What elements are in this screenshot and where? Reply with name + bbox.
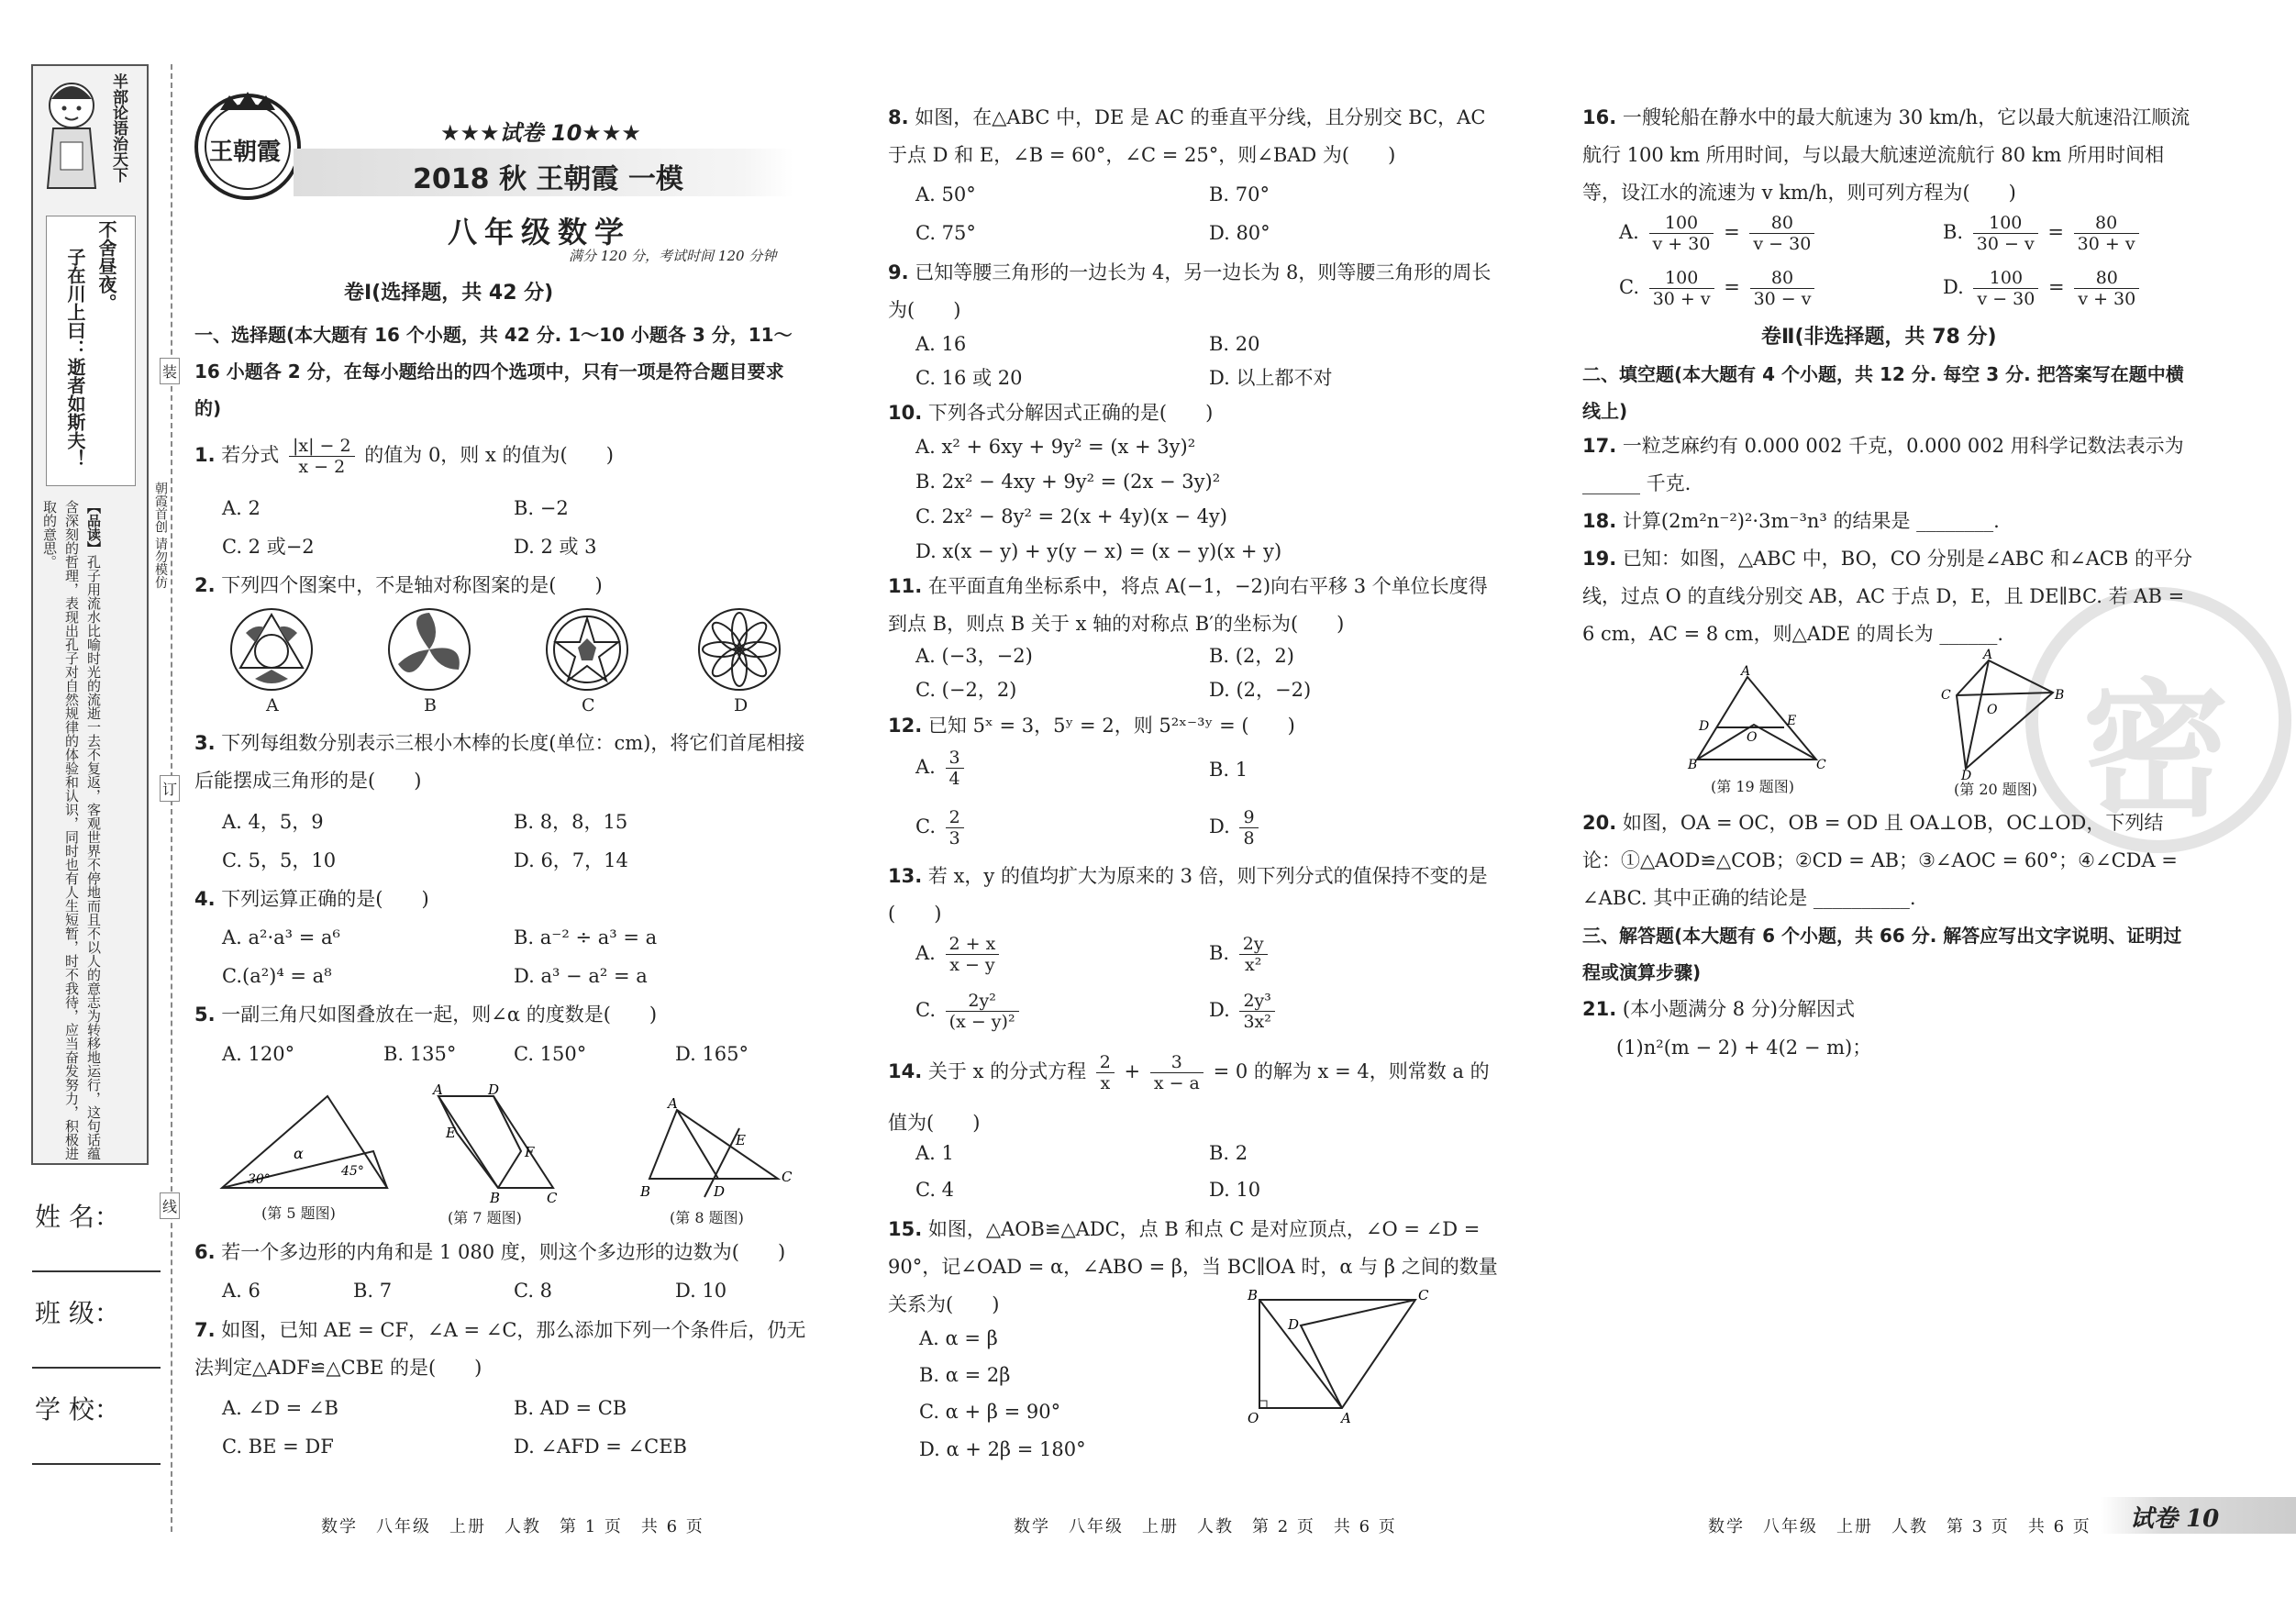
q12-option-a[interactable]: A. $\frac{3}{4}$ xyxy=(915,748,968,789)
q2-text: 下列四个图案中，不是轴对称图案的是( ) xyxy=(221,574,603,596)
section-2-title: 卷Ⅱ(非选择题，共 78 分) xyxy=(1761,326,1997,349)
q16-c-label: C. xyxy=(1619,276,1639,298)
q2-pattern-c-icon[interactable] xyxy=(543,605,631,693)
q14-post: = 0 的解为 x = 4，则常数 a 的值为( ) xyxy=(888,1060,1490,1134)
q18-text[interactable]: 计算(2m²n⁻²)²·3m⁻³n³ 的结果是 ________. xyxy=(1622,510,2000,532)
q16-d-n1: 100 xyxy=(1973,268,2038,289)
q14-stem: 14. 关于 x 的分式方程 $\frac{2}{x}$ + $\frac{3}{x - a}$ = 0 的解为 x = 4，则常数 a 的值为( ) xyxy=(888,1052,1490,1134)
q8-option-a[interactable]: A. 50° xyxy=(915,183,976,205)
q12-d-den: 8 xyxy=(1243,828,1255,848)
q12-a-den: 4 xyxy=(948,769,960,789)
sidebar-quote-2: 子在川上曰：逝者如斯夫！ xyxy=(64,248,86,468)
svg-text:D: D xyxy=(1288,1316,1300,1333)
q6-option-a[interactable]: A. 6 xyxy=(222,1280,261,1302)
boy-illustration-icon xyxy=(35,73,108,202)
figure-7-parallelogram xyxy=(429,1081,567,1206)
q9-option-d[interactable]: D. 以上都不对 xyxy=(1209,367,1333,389)
q11-text: 在平面直角坐标系中，将点 A(−1，−2)向右平移 3 个单位长度得到点 B，则点 B 关于 x 轴的对称点 B′的坐标为( ) xyxy=(888,575,1488,635)
svg-text:O: O xyxy=(1248,1410,1259,1426)
q10-option-b[interactable]: B. 2x² − 4xy + 9y² = (2x − 3y)² xyxy=(915,471,1221,493)
q14-f2-num: 3 xyxy=(1150,1052,1203,1073)
q9-option-c[interactable]: C. 16 或 20 xyxy=(915,367,1023,389)
section-1-title: 卷Ⅰ(选择题，共 42 分) xyxy=(344,282,554,305)
part-1-instructions: 一、选择题(本大题有 16 个小题，共 42 分. 1～10 小题各 3 分，11～16 小题各 2 分，在每小题给出的四个选项中，只有一项是符合题目要求的) xyxy=(194,324,793,419)
q14-f2-den: x − a xyxy=(1153,1073,1200,1093)
q16-stem xyxy=(1582,99,2197,212)
q16-a-n1: 100 xyxy=(1649,213,1714,234)
q5-option-a[interactable]: A. 120° xyxy=(222,1043,295,1065)
q8-stem xyxy=(888,99,1503,174)
svg-text:B: B xyxy=(2055,688,2065,703)
q10-number: 10. xyxy=(888,402,923,424)
q9-text: 已知等腰三角形的一边长为 4，另一边长为 8，则等腰三角形的周长为( ) xyxy=(888,261,1492,321)
figure-20-caption: (第 20 题图) xyxy=(1954,781,2038,798)
q9-number: 9. xyxy=(888,261,909,283)
q4-stem xyxy=(194,881,429,918)
q20-number: 20. xyxy=(1582,812,1617,834)
q8-option-b[interactable]: B. 70° xyxy=(1209,183,1270,205)
figure-7-caption: (第 7 题图) xyxy=(448,1209,522,1226)
class-line[interactable] xyxy=(32,1367,161,1369)
q13-a-num: 2 + x xyxy=(946,934,1000,955)
q14-option-b[interactable]: B. 2 xyxy=(1209,1142,1248,1164)
q16-a-label: A. xyxy=(1619,221,1639,243)
q1-fraction xyxy=(289,436,355,477)
figure-5-triangles xyxy=(213,1087,396,1197)
q5-number: 5. xyxy=(194,1004,216,1026)
q6-option-c[interactable]: C. 8 xyxy=(514,1280,553,1302)
svg-text:A: A xyxy=(1341,1410,1351,1426)
q5-text: 一副三角尺如图叠放在一起，则∠α 的度数是( ) xyxy=(221,1004,658,1026)
q2-stem xyxy=(194,567,603,604)
q20-stem xyxy=(1582,804,2197,917)
q1-frac-den: x − 2 xyxy=(298,457,346,477)
q16-a-d1: v + 30 xyxy=(1652,234,1711,254)
q19-text[interactable]: 已知：如图，△ABC 中，BO，CO 分别是∠ABC 和∠ACB 的平分线，过点 O 的直线分别交 AB，AC 于点 D，E，且 DE∥BC. 若 AB = 6 cm，AC = 8 cm，则△ADE 的周长为 ______. xyxy=(1582,548,2193,645)
q7-option-d[interactable]: D. ∠AFD = ∠CEB xyxy=(514,1436,687,1458)
q1-number: 1. xyxy=(194,444,216,466)
svg-text:E: E xyxy=(736,1132,746,1148)
q16-b-d2: 30 + v xyxy=(2077,234,2135,254)
name-label: 姓 名： xyxy=(35,1202,120,1232)
svg-text:O: O xyxy=(1747,730,1758,745)
q16-c-n1: 100 xyxy=(1649,268,1714,289)
svg-text:A: A xyxy=(1741,664,1751,679)
q16-text: 一艘轮船在静水中的最大航速为 30 km/h，它以最大航速沿江顺流航行 100 km 所用时间，与以最大航速逆流航行 80 km 所用时间相等，设江水的流速为 v km/h，则可列方程为( ) xyxy=(1582,106,2191,204)
q13-b-num: 2y xyxy=(1239,934,1268,955)
paper-tab-label: 试卷 10 xyxy=(2130,1505,2220,1533)
q7-option-a[interactable]: A. ∠D = ∠B xyxy=(222,1397,338,1419)
svg-text:F: F xyxy=(525,1144,535,1160)
q14-option-d[interactable]: D. 10 xyxy=(1209,1179,1261,1201)
svg-text:E: E xyxy=(446,1125,456,1141)
part-3-instructions: 三、解答题(本大题有 6 个小题，共 66 分. 解答应写出文字说明、证明过程或演算步骤) xyxy=(1582,925,2182,983)
q16-d-label: D. xyxy=(1943,276,1964,298)
q7-option-b[interactable]: B. AD = CB xyxy=(514,1397,627,1419)
q5-option-d[interactable]: D. 165° xyxy=(675,1043,749,1065)
q16-d-n2: 80 xyxy=(2074,268,2139,289)
figure-8-triangle xyxy=(640,1095,796,1202)
svg-text:C: C xyxy=(1816,758,1826,772)
q10-text: 下列各式分解因式正确的是( ) xyxy=(927,402,1214,424)
q9-option-a[interactable]: A. 16 xyxy=(915,333,967,355)
q16-b-n1: 100 xyxy=(1973,213,2038,234)
svg-text:B: B xyxy=(1248,1287,1259,1303)
q10-stem xyxy=(888,394,1213,432)
q3-stem xyxy=(194,725,809,800)
q4-option-c[interactable]: C.(a²)⁴ = a⁸ xyxy=(222,965,332,987)
svg-text:D: D xyxy=(1699,719,1710,734)
q3-text: 下列每组数分别表示三根小木棒的长度(单位：cm)，将它们首尾相接后能摆成三角形的是( ) xyxy=(194,732,805,792)
q14-f1-num: 2 xyxy=(1096,1052,1115,1073)
subject-title: 八年级数学 xyxy=(448,215,632,250)
q17-stem xyxy=(1582,427,2197,503)
svg-text:E: E xyxy=(1787,714,1797,728)
q15-option-b[interactable]: B. α = 2β xyxy=(919,1364,1011,1386)
q13-option-c[interactable]: C. $\frac{\text{2y²}}{\text{(x − y)²}}$ xyxy=(915,991,1023,1032)
school-label: 学 校： xyxy=(35,1394,120,1425)
q13-option-d[interactable]: D. $\frac{\text{2y³}}{\text{3x²}}$ xyxy=(1209,991,1279,1032)
figure-8-caption: (第 8 题图) xyxy=(670,1209,744,1226)
q1-option-d[interactable]: D. 2 或 3 xyxy=(514,536,597,558)
q15-option-d[interactable]: D. α + 2β = 180° xyxy=(919,1438,1086,1460)
page-3-footer: 数学 八年级 上册 人教 第 3 页 共 6 页 xyxy=(1708,1517,2091,1536)
svg-text:C: C xyxy=(1418,1287,1429,1303)
q2-pattern-b-icon[interactable] xyxy=(385,605,473,693)
q4-option-d[interactable]: D. a³ − a² = a xyxy=(514,965,648,987)
q11-stem xyxy=(888,568,1503,643)
q16-option-c[interactable]: C. $\frac{100}{30 + v}$ = $\frac{80}{30 - v}$ xyxy=(1619,268,1818,309)
svg-text:D: D xyxy=(1961,769,1972,783)
svg-text:C: C xyxy=(1941,688,1951,703)
q13-b-den: x² xyxy=(1245,955,1262,975)
q13-d-num: 2y³ xyxy=(1239,991,1274,1012)
q16-d-d2: v + 30 xyxy=(2078,289,2136,309)
q13-d-den: 3x² xyxy=(1243,1012,1271,1032)
q12-d-num: 9 xyxy=(1239,807,1258,828)
q21-text: (本小题满分 8 分)分解因式 xyxy=(1622,998,1855,1020)
q6-stem xyxy=(194,1234,785,1271)
svg-text:A: A xyxy=(1983,648,1993,662)
q12-option-c[interactable]: C. $\frac{2}{3}$ xyxy=(915,807,968,848)
q4-number: 4. xyxy=(194,888,216,910)
figure-20-quadrilateral xyxy=(1934,648,2065,783)
sidebar xyxy=(0,0,174,1597)
q7-text: 如图，已知 AE = CF，∠A = ∠C，那么添加下列一个条件后，仍无法判定△ADF≌△CBE 的是( ) xyxy=(194,1319,806,1379)
q14-option-a[interactable]: A. 1 xyxy=(915,1142,954,1164)
q13-text: 若 x，y 的值均扩大为原来的 3 倍，则下列分式的值保持不变的是( ) xyxy=(888,865,1488,925)
figure-5-caption: (第 5 题图) xyxy=(261,1204,336,1222)
exam-meta: 满分 120 分，考试时间 120 分钟 xyxy=(569,248,777,264)
q12-option-b[interactable]: B. 1 xyxy=(1209,759,1248,781)
q16-a-d2: v − 30 xyxy=(1753,234,1812,254)
q2-number: 2. xyxy=(194,574,216,596)
q16-b-label: B. xyxy=(1943,221,1964,243)
q13-option-a[interactable]: A. $\frac{2 + x}{x - y}$ xyxy=(915,934,1003,975)
sidebar-badge: 半部论语治天下 xyxy=(109,73,128,183)
q7-number: 7. xyxy=(194,1319,216,1341)
q21-sub1: (1)n²(m − 2) + 4(2 − m)； xyxy=(1616,1037,1872,1059)
svg-text:B: B xyxy=(490,1190,501,1206)
q3-option-b[interactable]: B. 8，8，15 xyxy=(514,811,628,833)
q16-option-b[interactable]: B. $\frac{100}{30 - v}$ = $\frac{80}{30 + v}$ xyxy=(1943,213,2143,254)
q12-c-den: 3 xyxy=(948,828,960,848)
q12-c-num: 2 xyxy=(946,807,964,828)
q12-text: 已知 5ˣ = 3，5ʸ = 2，则 5²ˣ⁻³ʸ = ( ) xyxy=(927,715,1295,737)
svg-text:α: α xyxy=(294,1145,304,1162)
q14-option-c[interactable]: C. 4 xyxy=(915,1179,955,1201)
part-2-instructions: 二、填空题(本大题有 4 个小题，共 12 分. 每空 3 分. 把答案写在题中横线上) xyxy=(1582,363,2184,422)
q14-f1-den: x xyxy=(1100,1073,1111,1093)
q15-option-c[interactable]: C. α + β = 90° xyxy=(919,1401,1061,1423)
q11-option-d[interactable]: D. (2，−2) xyxy=(1209,679,1312,701)
q6-option-b[interactable]: B. 7 xyxy=(353,1280,393,1302)
binding-mark-2: 订 xyxy=(160,775,180,802)
q7-stem xyxy=(194,1312,809,1387)
q3-option-c[interactable]: C. 5，5，10 xyxy=(222,849,337,871)
q15-option-a[interactable]: A. α = β xyxy=(919,1327,998,1349)
q1-option-a[interactable]: A. 2 xyxy=(222,497,261,519)
q16-option-d[interactable]: D. $\frac{100}{v - 30}$ = $\frac{80}{v + 30}$ xyxy=(1943,268,2143,309)
class-label: 班 级： xyxy=(35,1298,120,1328)
q8-text: 如图，在△ABC 中，DE 是 AC 的垂直平分线，且分别交 BC，AC 于点 D 和 E，∠B = 60°，∠C = 25°，则∠BAD 为( ) xyxy=(888,106,1486,166)
binding-mark-1: 装 xyxy=(160,358,180,384)
svg-text:A: A xyxy=(433,1081,443,1098)
q9-option-b[interactable]: B. 20 xyxy=(1209,333,1260,355)
page-2-footer: 数学 八年级 上册 人教 第 2 页 共 6 页 xyxy=(1014,1517,1397,1536)
q18-number: 18. xyxy=(1582,510,1617,532)
figure-19-caption: (第 19 题图) xyxy=(1711,778,1795,795)
q1-stem xyxy=(194,436,809,477)
figure-15-quadrilateral xyxy=(1246,1289,1438,1426)
svg-text:A: A xyxy=(668,1095,678,1112)
svg-text:B: B xyxy=(1688,758,1698,772)
q16-d-d1: v − 30 xyxy=(1977,289,2035,309)
q17-text[interactable]: 一粒芝麻约有 0.000 002 千克，0.000 002 用科学记数法表示为 ______ 千克. xyxy=(1582,435,2184,494)
svg-text:D: D xyxy=(714,1183,726,1200)
q16-number: 16. xyxy=(1582,106,1617,128)
q1-post: 的值为 0，则 x 的值为( ) xyxy=(364,444,614,466)
q11-option-a[interactable]: A. (−3，−2) xyxy=(915,645,1033,667)
sidebar-reading xyxy=(39,500,105,1160)
q2-label-d: D xyxy=(734,695,749,715)
q5-option-c[interactable]: C. 150° xyxy=(514,1043,587,1065)
q4-text: 下列运算正确的是( ) xyxy=(221,888,429,910)
q16-b-n2: 80 xyxy=(2074,213,2139,234)
svg-text:C: C xyxy=(782,1169,793,1185)
q14-pre: 关于 x 的分式方程 xyxy=(927,1060,1087,1082)
q19-stem xyxy=(1582,540,2197,653)
sidebar-quote-1: 不舍昼夜。 xyxy=(95,220,117,312)
q21-stem xyxy=(1582,991,1855,1028)
q8-option-c[interactable]: C. 75° xyxy=(915,222,976,244)
q4-option-a[interactable]: A. a²·a³ = a⁶ xyxy=(222,926,340,948)
q1-option-c[interactable]: C. 2 或−2 xyxy=(222,536,315,558)
svg-text:B: B xyxy=(640,1183,651,1200)
q3-option-d[interactable]: D. 6，7，14 xyxy=(514,849,628,871)
q16-c-d1: 30 + v xyxy=(1652,289,1711,309)
q12-stem xyxy=(888,707,1295,745)
q1-pre: 若分式 xyxy=(221,444,280,466)
school-line[interactable] xyxy=(32,1463,161,1465)
svg-text:30°: 30° xyxy=(248,1172,271,1187)
q16-option-a[interactable]: A. $\frac{100}{v + 30}$ = $\frac{80}{v - 30}$ xyxy=(1619,213,1818,254)
name-line[interactable] xyxy=(32,1270,161,1272)
q13-c-num: 2y² xyxy=(946,991,1019,1012)
q16-c-n2: 80 xyxy=(1750,268,1815,289)
q21-number: 21. xyxy=(1582,998,1617,1020)
q5-stem xyxy=(194,996,657,1034)
q13-c-den: (x − y)² xyxy=(948,1012,1015,1032)
exam-title: 2018 秋 王朝霞 一模 xyxy=(413,163,683,195)
q8-option-d[interactable]: D. 80° xyxy=(1209,222,1270,244)
paper-number: ★★★试卷 10★★★ xyxy=(440,120,641,146)
q2-pattern-d-icon[interactable] xyxy=(695,605,783,693)
q11-option-b[interactable]: B. (2，2) xyxy=(1209,645,1294,667)
q9-stem xyxy=(888,254,1503,329)
q10-option-a[interactable]: A. x² + 6xy + 9y² = (x + 3y)² xyxy=(915,436,1196,458)
q3-option-a[interactable]: A. 4，5，9 xyxy=(222,811,324,833)
q17-number: 17. xyxy=(1582,435,1617,457)
q8-number: 8. xyxy=(888,106,909,128)
q13-stem xyxy=(888,858,1503,933)
q16-c-d2: 30 − v xyxy=(1753,289,1812,309)
q12-a-num: 3 xyxy=(946,748,964,769)
svg-text:45°: 45° xyxy=(341,1164,364,1179)
svg-text:O: O xyxy=(1987,703,1998,717)
svg-text:C: C xyxy=(547,1190,558,1206)
binding-mark-3: 线 xyxy=(160,1192,180,1219)
q6-option-d[interactable]: D. 10 xyxy=(675,1280,727,1302)
q6-text: 若一个多边形的内角和是 1 080 度，则这个多边形的边数为( ) xyxy=(221,1241,786,1263)
q10-option-d[interactable]: D. x(x − y) + y(y − x) = (x − y)(x + y) xyxy=(915,540,1282,562)
q15-text: 如图，△AOB≌△ADC，点 B 和点 C 是对应顶点，∠O = ∠D = 90°，记∠OAD = α，∠ABO = β，当 BC∥OA 时，α 与 β 之间的数量关系为( ) xyxy=(888,1218,1498,1315)
q13-option-b[interactable]: B. $\frac{2y}{\text{x²}}$ xyxy=(1209,934,1271,975)
q13-number: 13. xyxy=(888,865,923,887)
q2-label-a: A xyxy=(266,695,279,715)
q6-number: 6. xyxy=(194,1241,216,1263)
q1-frac-num: |x| − 2 xyxy=(289,436,355,457)
sidebar-reading-text: 孔子用流水比喻时光的流逝一去不复返，客观世界不停地而且不以人的意志为转移地运行，这句话蕴含深刻的哲理，表现出孔子对自然规律的体验和认识，同时也有人生短暂，时不我待，应当奋发努力，积极进取的意思。 xyxy=(41,500,102,1160)
sidebar-quote-box xyxy=(46,216,136,486)
q10-option-c[interactable]: C. 2x² − 8y² = 2(x + 4y)(x − 4y) xyxy=(915,505,1227,527)
q14-number: 14. xyxy=(888,1060,923,1082)
sidebar-reading-label: 【品读】 xyxy=(85,500,102,555)
svg-text:D: D xyxy=(488,1081,500,1098)
q5-option-b[interactable]: B. 135° xyxy=(383,1043,457,1065)
brand-logo-text: 王朝霞 xyxy=(209,139,282,166)
confidential-stamp-text: 密 xyxy=(2082,665,2230,837)
q18-stem xyxy=(1582,503,2197,540)
q19-number: 19. xyxy=(1582,548,1617,570)
q4-option-b[interactable]: B. a⁻² ÷ a³ = a xyxy=(514,926,658,948)
q15-number: 15. xyxy=(888,1218,923,1240)
q12-option-d[interactable]: D. $\frac{9}{8}$ xyxy=(1209,807,1262,848)
q16-b-d1: 30 − v xyxy=(1976,234,2035,254)
q11-number: 11. xyxy=(888,575,923,597)
q2-pattern-a-icon[interactable] xyxy=(227,605,316,693)
q1-option-b[interactable]: B. −2 xyxy=(514,497,569,519)
q3-number: 3. xyxy=(194,732,216,754)
figure-19-triangle xyxy=(1688,664,1835,772)
page-1-footer: 数学 八年级 上册 人教 第 1 页 共 6 页 xyxy=(321,1517,704,1536)
q2-label-b: B xyxy=(424,695,437,715)
q7-option-c[interactable]: C. BE = DF xyxy=(222,1436,334,1458)
q20-text[interactable]: 如图，OA = OC，OB = OD 且 OA⊥OB，OC⊥OD，下列结论：①△AOD≌△COB；②CD = AB；③∠AOC = 60°；④∠CDA = ∠ABC. 其中正确的结论是 __________. xyxy=(1582,812,2178,909)
copyright-note: 朝霞首创 请勿模仿 xyxy=(153,482,168,589)
q13-a-den: x − y xyxy=(949,955,995,975)
q11-option-c[interactable]: C. (−2，2) xyxy=(915,679,1017,701)
q12-number: 12. xyxy=(888,715,923,737)
q2-label-c: C xyxy=(582,695,595,715)
q16-a-n2: 80 xyxy=(1749,213,1814,234)
